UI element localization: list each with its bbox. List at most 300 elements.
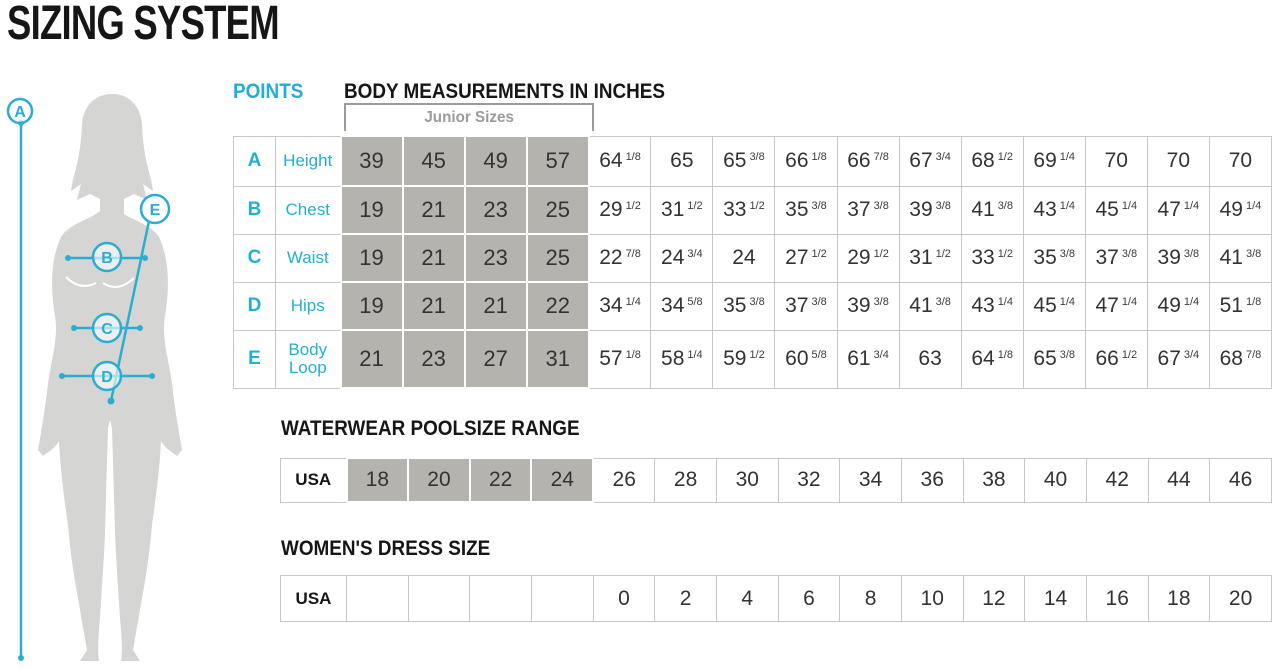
cell-fraction: 3/8	[1059, 349, 1076, 361]
cell-value: 35	[723, 294, 747, 317]
cell-value: 27	[785, 246, 809, 269]
junior-size-cell	[341, 282, 403, 330]
cell-value: 58	[661, 347, 685, 370]
cell-value: 43	[1033, 198, 1057, 221]
junior-size-cell	[527, 330, 589, 388]
measurement-cell	[837, 330, 899, 388]
size-cell	[531, 576, 593, 622]
cell-fraction: 3/4	[1183, 349, 1200, 361]
cell-value: 12	[982, 586, 1006, 610]
cell-value: 49	[1219, 198, 1243, 221]
cell-value: 67	[909, 149, 933, 172]
cell-value: 21	[421, 197, 446, 222]
cell-fraction: 3/8	[1121, 248, 1138, 260]
cell-value: 65	[723, 149, 747, 172]
waterwear-heading: WATERWEAR POOLSIZE RANGE	[281, 417, 580, 440]
cell-fraction: 1/2	[873, 248, 889, 260]
cell-value: 39	[847, 294, 871, 317]
measurement-cell	[961, 234, 1023, 282]
point-label-cell	[276, 186, 341, 234]
cell-value: 21	[359, 346, 384, 371]
measurement-cell	[961, 282, 1023, 330]
point-letter-cell	[234, 234, 276, 282]
cell-fraction: 3/8	[1245, 248, 1262, 260]
junior-sizes-bracket	[344, 103, 594, 131]
measurement-cell	[775, 136, 837, 186]
body-measurements-heading: BODY MEASUREMENTS IN INCHES	[344, 80, 665, 103]
cell-fraction: 1/2	[997, 151, 1013, 163]
cell-value: 22	[488, 468, 513, 491]
cell-value: 38	[982, 468, 1006, 491]
svg-text:C: C	[101, 321, 113, 338]
cell-value: 57	[599, 347, 623, 370]
cell-value: 69	[1033, 149, 1057, 172]
measurement-cell	[589, 186, 651, 234]
measurement-cell	[1085, 136, 1147, 186]
junior-size-cell	[403, 282, 465, 330]
size-cell	[901, 576, 963, 622]
region-label-cell	[281, 576, 347, 622]
cell-value: 43	[971, 294, 995, 317]
point-label-cell	[276, 282, 341, 330]
measurement-row	[234, 330, 1272, 388]
measurement-cell	[651, 234, 713, 282]
cell-value: 65	[1033, 347, 1057, 370]
measurement-cell	[899, 282, 961, 330]
cell-value: 19	[359, 293, 384, 318]
cell-fraction: 1/4	[1183, 200, 1200, 212]
measurement-cell	[961, 136, 1023, 186]
measurement-cell	[713, 186, 775, 234]
cell-fraction: 1/4	[687, 349, 703, 361]
dress-table-row	[281, 576, 1272, 622]
cell-fraction: 3/8	[749, 296, 765, 308]
measurement-cell	[961, 186, 1023, 234]
cell-value: Hips	[290, 296, 325, 316]
cell-value: 8	[864, 586, 877, 610]
size-cell	[408, 458, 470, 502]
svg-text:B: B	[101, 250, 113, 267]
cell-fraction: 3/8	[811, 296, 827, 308]
cell-fraction: 5/8	[811, 349, 827, 361]
cell-value: 18	[365, 468, 389, 491]
size-cell	[901, 458, 963, 502]
size-cell	[470, 576, 532, 622]
junior-size-cell	[341, 330, 403, 388]
cell-value: 34	[661, 294, 685, 317]
cell-fraction: 7/8	[625, 248, 641, 260]
cell-fraction: 3/4	[935, 151, 951, 163]
cell-value: 21	[483, 293, 508, 318]
cell-fraction: 3/8	[873, 296, 889, 308]
cell-value: 36	[920, 468, 944, 491]
size-cell	[840, 458, 902, 502]
cell-value: 47	[1157, 198, 1181, 221]
measurement-cell	[1209, 136, 1271, 186]
size-cell	[1086, 576, 1148, 622]
measurement-cell	[589, 136, 651, 186]
size-cell	[716, 576, 778, 622]
cell-value: 27	[483, 346, 508, 371]
measurement-cell	[1209, 186, 1271, 234]
region-label-cell	[281, 458, 347, 502]
cell-value: 30	[735, 468, 759, 491]
cell-fraction: 1/2	[1121, 349, 1138, 361]
cell-value: 63	[918, 347, 942, 370]
cell-value: 35	[1033, 246, 1057, 269]
measurement-cell	[899, 136, 961, 186]
cell-value: 64	[599, 149, 623, 172]
cell-value: 25	[545, 197, 570, 222]
cell-fraction: 3/8	[935, 200, 951, 212]
point-label-cell	[276, 136, 341, 186]
cell-value: 49	[1157, 294, 1181, 317]
measurement-cell	[1085, 186, 1147, 234]
measurement-cell	[899, 330, 961, 388]
measurement-cell	[713, 282, 775, 330]
cell-value: 28	[673, 468, 698, 491]
measurement-cell	[589, 234, 651, 282]
measurement-cell	[775, 282, 837, 330]
measurement-cell	[589, 282, 651, 330]
hair-head-shape	[71, 94, 153, 215]
dress-size-heading: WOMEN'S DRESS SIZE	[281, 537, 491, 560]
svg-text:A: A	[14, 104, 26, 121]
junior-size-cell	[403, 136, 465, 186]
cell-value: 33	[971, 246, 995, 269]
cell-value: 65	[670, 149, 694, 172]
cell-value: 64	[971, 347, 995, 370]
cell-value: 68	[1219, 347, 1243, 370]
size-cell	[963, 458, 1025, 502]
cell-fraction: 3/8	[749, 151, 765, 163]
cell-fraction: 1/8	[811, 151, 827, 163]
size-cell	[531, 458, 593, 502]
cell-fraction: 1/8	[625, 151, 641, 163]
cell-value: 24	[550, 468, 574, 491]
measurement-cell	[899, 234, 961, 282]
cell-value: 4	[741, 586, 754, 610]
cell-value: 24	[661, 246, 685, 269]
cell-fraction: 1/8	[997, 349, 1013, 361]
cell-value: 45	[1095, 198, 1119, 221]
measurement-cell	[899, 186, 961, 234]
measurement-cell	[1147, 186, 1209, 234]
measurement-cell	[1147, 234, 1209, 282]
cell-value: Body Loop	[288, 340, 328, 377]
cell-value: 37	[1095, 246, 1119, 269]
size-cell	[347, 576, 409, 622]
junior-size-cell	[465, 186, 527, 234]
measurement-cell	[837, 282, 899, 330]
cell-fraction: 1/4	[1121, 296, 1138, 308]
cell-fraction: 1/4	[1183, 296, 1200, 308]
cell-fraction: 1/4	[1059, 200, 1076, 212]
cell-value: 34	[858, 468, 883, 491]
cell-fraction: 3/4	[687, 248, 703, 260]
measurement-cell	[961, 330, 1023, 388]
cell-value: 25	[545, 245, 570, 270]
waterwear-table-row	[281, 458, 1272, 502]
cell-value: 37	[785, 294, 809, 317]
cell-value: 49	[483, 148, 508, 173]
junior-size-cell	[465, 234, 527, 282]
cell-value: 41	[1219, 246, 1243, 269]
cell-fraction: 3/8	[1183, 248, 1200, 260]
cell-value: 59	[723, 347, 747, 370]
point-letter-cell	[234, 282, 276, 330]
measurement-cell	[775, 234, 837, 282]
cell-value: Chest	[285, 200, 330, 220]
cell-fraction: 1/2	[811, 248, 827, 260]
size-cell	[963, 576, 1025, 622]
cell-fraction: 5/8	[687, 296, 703, 308]
cell-value: 60	[785, 347, 809, 370]
measurement-cell	[1023, 186, 1085, 234]
cell-value: 31	[909, 246, 933, 269]
measurements-table	[233, 135, 1272, 389]
measurement-cell	[837, 136, 899, 186]
cell-value: 45	[421, 148, 446, 173]
cell-value: B	[247, 199, 262, 220]
cell-value: USA	[295, 588, 332, 608]
measurement-cell	[1085, 282, 1147, 330]
size-cell	[1148, 458, 1210, 502]
cell-value: 66	[785, 149, 809, 172]
cell-fraction: 1/4	[1121, 200, 1138, 212]
point-label-cell	[276, 234, 341, 282]
junior-size-cell	[527, 186, 589, 234]
measurement-cell	[651, 330, 713, 388]
cell-fraction: 1/4	[625, 296, 641, 308]
size-cell	[1025, 458, 1087, 502]
measurement-cell	[775, 330, 837, 388]
measurement-cell	[651, 186, 713, 234]
cell-value: 22	[599, 246, 623, 269]
measurement-cell	[651, 136, 713, 186]
cell-fraction: 1/8	[625, 349, 641, 361]
size-cell	[1210, 576, 1272, 622]
size-cell	[347, 458, 409, 502]
cell-value: 44	[1167, 468, 1191, 491]
cell-value: 0	[618, 586, 630, 610]
cell-value: 45	[1033, 294, 1057, 317]
measurement-cell	[837, 186, 899, 234]
cell-fraction: 1/4	[1059, 296, 1076, 308]
measurement-row	[234, 186, 1272, 234]
size-cell	[778, 458, 840, 502]
cell-value: 70	[1104, 149, 1128, 172]
size-cell	[593, 576, 655, 622]
measurement-row	[234, 234, 1272, 282]
cell-value: 16	[1105, 586, 1129, 610]
cell-value: 10	[920, 586, 944, 610]
size-cell	[716, 458, 778, 502]
cell-value: 68	[971, 149, 995, 172]
cell-value: 23	[483, 245, 508, 270]
cell-value: 18	[1167, 586, 1191, 610]
junior-size-cell	[527, 136, 589, 186]
cell-fraction: 1/2	[749, 349, 765, 361]
cell-value: 67	[1157, 347, 1181, 370]
measurement-cell	[1023, 234, 1085, 282]
cell-value: 35	[785, 198, 809, 221]
junior-sizes-label: Junior Sizes	[424, 109, 514, 126]
cell-fraction: 3/8	[997, 200, 1013, 212]
cell-value: 29	[599, 198, 623, 221]
points-column-heading: POINTS	[233, 80, 304, 103]
cell-value: Height	[283, 151, 333, 171]
cell-value: 26	[612, 468, 636, 491]
waterwear-table	[280, 457, 1272, 503]
cell-value: 39	[909, 198, 933, 221]
measurement-cell	[1023, 282, 1085, 330]
junior-size-cell	[465, 136, 527, 186]
cell-value: 33	[723, 198, 747, 221]
measurement-cell	[713, 136, 775, 186]
cell-fraction: 1/2	[997, 248, 1013, 260]
page-title: SIZING SYSTEM	[7, 0, 279, 50]
measurement-cell	[837, 234, 899, 282]
cell-value: 70	[1228, 149, 1253, 172]
measurement-cell	[1023, 136, 1085, 186]
cell-value: 19	[359, 245, 384, 270]
cell-value: 70	[1166, 149, 1191, 172]
cell-value: 23	[421, 346, 446, 371]
junior-size-cell	[341, 136, 403, 186]
cell-value: 40	[1043, 468, 1068, 491]
cell-value: 41	[971, 198, 995, 221]
size-cell	[470, 458, 532, 502]
svg-text:E: E	[149, 202, 161, 219]
cell-fraction: 7/8	[1245, 349, 1262, 361]
cell-fraction: 1/2	[687, 200, 703, 212]
junior-size-cell	[527, 282, 589, 330]
measurement-cell	[1209, 330, 1271, 388]
cell-value: 66	[1095, 347, 1119, 370]
cell-value: 20	[427, 468, 451, 491]
size-cell	[593, 458, 655, 502]
measurement-cell	[1147, 136, 1209, 186]
cell-fraction: 1/2	[625, 200, 641, 212]
measurement-cell	[1085, 330, 1147, 388]
cell-fraction: 1/2	[749, 200, 765, 212]
junior-size-cell	[403, 186, 465, 234]
point-letter-cell	[234, 186, 276, 234]
cell-value: 42	[1105, 468, 1129, 491]
cell-value: C	[247, 247, 262, 268]
svg-text:D: D	[101, 369, 113, 386]
cell-fraction: 1/4	[1059, 151, 1076, 163]
cell-value: 23	[483, 197, 508, 222]
size-cell	[840, 576, 902, 622]
measurement-cell	[651, 282, 713, 330]
cell-value: 66	[847, 149, 871, 172]
cell-value: 29	[847, 246, 871, 269]
cell-value: 57	[545, 148, 570, 173]
cell-fraction: 3/8	[873, 200, 889, 212]
body-shape	[38, 211, 182, 661]
cell-value: 61	[847, 347, 871, 370]
cell-fraction: 1/4	[1245, 200, 1262, 212]
cell-value: 6	[803, 586, 815, 610]
size-cell	[1025, 576, 1087, 622]
junior-size-cell	[341, 186, 403, 234]
point-letter-cell	[234, 330, 276, 388]
cell-value: 19	[359, 197, 384, 222]
cell-value: 32	[797, 468, 821, 491]
measurement-cell	[1023, 330, 1085, 388]
cell-value: 37	[847, 198, 871, 221]
measurement-cell	[589, 330, 651, 388]
measurement-cell	[713, 234, 775, 282]
cell-value: 31	[661, 198, 685, 221]
cell-value: 2	[679, 586, 692, 610]
size-cell	[655, 576, 717, 622]
cell-value: 20	[1228, 586, 1253, 610]
cell-value: E	[248, 348, 261, 369]
measurement-cell	[713, 330, 775, 388]
measurement-cell	[1147, 282, 1209, 330]
measurement-cell	[1085, 234, 1147, 282]
measurements-table-body	[234, 136, 1272, 388]
measurement-cell	[775, 186, 837, 234]
figure-silhouette	[0, 88, 230, 669]
cell-fraction: 3/8	[935, 296, 951, 308]
cell-fraction: 3/4	[873, 349, 889, 361]
cell-value: 46	[1228, 468, 1253, 491]
size-cell	[655, 458, 717, 502]
cell-value: 51	[1219, 294, 1243, 317]
measurement-row	[234, 282, 1272, 330]
cell-value: Waist	[286, 248, 329, 268]
cell-value: 24	[732, 246, 756, 269]
cell-value: 22	[545, 293, 570, 318]
point-letter-cell	[234, 136, 276, 186]
cell-value: 39	[1157, 246, 1181, 269]
cell-value: 21	[421, 245, 446, 270]
cell-value: 31	[545, 346, 570, 371]
junior-size-cell	[341, 234, 403, 282]
cell-fraction: 3/8	[811, 200, 827, 212]
size-cell	[408, 576, 470, 622]
measurement-cell	[1209, 234, 1271, 282]
cell-fraction: 1/2	[935, 248, 951, 260]
cell-fraction: 7/8	[873, 151, 889, 163]
cell-value: 39	[359, 148, 384, 173]
measurement-cell	[1209, 282, 1271, 330]
measurement-row	[234, 136, 1272, 186]
cell-fraction: 1/8	[1245, 296, 1262, 308]
cell-value: A	[247, 150, 262, 171]
cell-value: 34	[599, 294, 623, 317]
dress-size-table	[280, 575, 1272, 622]
cell-value: USA	[295, 470, 332, 489]
junior-size-cell	[403, 330, 465, 388]
size-cell	[778, 576, 840, 622]
size-cell	[1210, 458, 1272, 502]
size-cell	[1086, 458, 1148, 502]
cell-value: 41	[909, 294, 933, 317]
junior-size-cell	[527, 234, 589, 282]
junior-size-cell	[465, 330, 527, 388]
measurement-cell	[1147, 330, 1209, 388]
junior-size-cell	[465, 282, 527, 330]
point-label-cell	[276, 330, 341, 388]
junior-size-cell	[403, 234, 465, 282]
cell-value: D	[247, 295, 262, 316]
size-cell	[1148, 576, 1210, 622]
